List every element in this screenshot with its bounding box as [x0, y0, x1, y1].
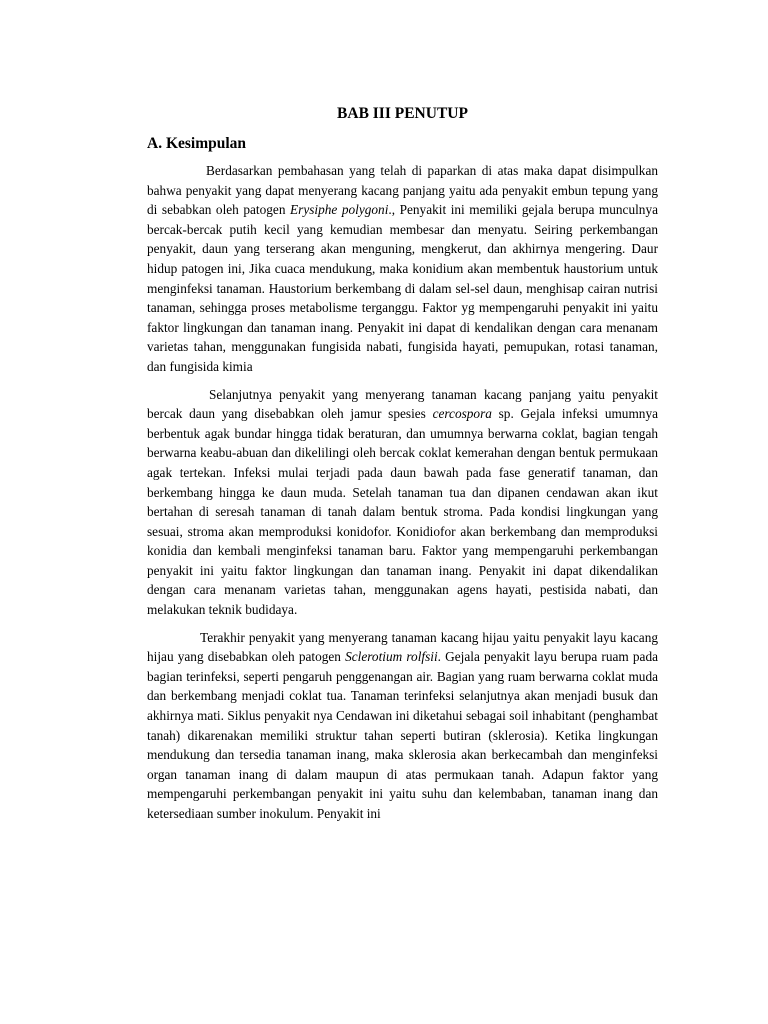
page-content	[147, 104, 658, 832]
paragraph-2	[147, 385, 658, 620]
paragraph-2-text-b: sp. Gejala infeksi umumnya berbentuk agak bundar hingga tidak beraturan, dan umumnya berwarna coklat, bagian tengah berwarna keabu-abuan dan dikelilingi oleh bercak coklat kemerahan dengan bentuk permukaan agak tertekan. Infeksi mulai terjadi pada daun bawah pada fase generatif tanaman, dan berkembang hingga ke daun muda. Setelah tanaman tua dan dipanen cendawan akan ikut bertahan di seresah tanaman di tanah dalam bentuk stroma. Pada kondisi lingkungan yang sesuai, stroma akan memproduksi konidofor. Konidiofor akan berkembang dan memproduksi konidia dan kembali menginfeksi tanaman baru. Faktor yang mempengaruhi perkembangan penyakit ini yaitu faktor lingkungan dan tanaman inang. Penyakit ini dapat dikendalikan dengan cara menanam varietas tahan, menggunakan agens hayati, pestisida nabati, dan melakukan teknik budidaya.	[147, 406, 658, 618]
pathogen-name-2: cercospora	[432, 406, 492, 422]
pathogen-name-3: Sclerotium rolfsii	[345, 649, 438, 665]
paragraph-1-text-a: Berdasarkan pembahasan yang telah di paparkan di atas maka dapat disimpulkan bahwa penyakit yang dapat menyerang kacang panjang yaitu ada penyakit embun tepung yang di sebabkan oleh patogen	[147, 163, 658, 218]
paragraph-1-text-b: ., Penyakit ini memiliki gejala berupa munculnya bercak-bercak putih kecil yang kemudian membesar dan menyatu. Seiring perkembangan penyakit, daun yang terserang akan menguning, mengkerut, dan akhirnya mengering. Daur hidup patogen ini, Jika cuaca mendukung, maka konidium akan membentuk haustorium untuk menginfeksi tanaman. Haustorium berkembang di dalam sel-sel daun, menghisap cairan nutrisi tanaman, sehingga proses metabolisme terganggu. Faktor yg mempengaruhi penyakit ini yaitu faktor lingkungan dan tanaman inang. Penyakit ini dapat di kendalikan dengan cara menanam varietas tahan, menggunakan fungisida nabati, fungisida hayati, pemupukan, rotasi tanaman, dan fungisida kimia	[147, 202, 658, 374]
paragraph-1	[147, 161, 658, 377]
paragraph-3	[147, 628, 658, 824]
paragraph-2-text-a: Selanjutnya penyakit yang menyerang tanaman kacang panjang yaitu penyakit bercak daun yang disebabkan oleh jamur spesies	[147, 386, 658, 422]
pathogen-name-1: Erysiphe polygoni	[290, 202, 389, 218]
paragraph-3-text-b: . Gejala penyakit layu berupa ruam pada bagian terinfeksi, seperti pengaruh penggenangan air. Bagian yang ruam berwarna coklat muda dan berkembang menjadi coklat tua. Tanaman terinfeksi selanjutnya akan menjadi busuk dan akhirnya mati. Siklus penyakit nya Cendawan ini diketahui sebagai soil inhabitant (penghambat tanah) dikarenakan memiliki struktur tahan seperti butiran (sklerosia). Ketika lingkungan mendukung dan tersedia tanaman inang, maka sklerosia akan berkecambah dan menginfeksi organ tanaman inang di dalam maupun di atas permukaan tanah. Adapun faktor yang mempengaruhi perkembangan penyakit ini yaitu suhu dan kelembaban, tanaman inang dan ketersediaan sumber inokulum. Penyakit ini	[147, 649, 658, 821]
chapter-title: BAB III PENUTUP	[337, 105, 468, 122]
paragraph-3-text-a: Terakhir penyakit yang menyerang tanaman kacang hijau yaitu penyakit layu kacang hijau yang disebabkan oleh patogen	[147, 629, 658, 665]
section-heading: A. Kesimpulan	[147, 135, 247, 152]
